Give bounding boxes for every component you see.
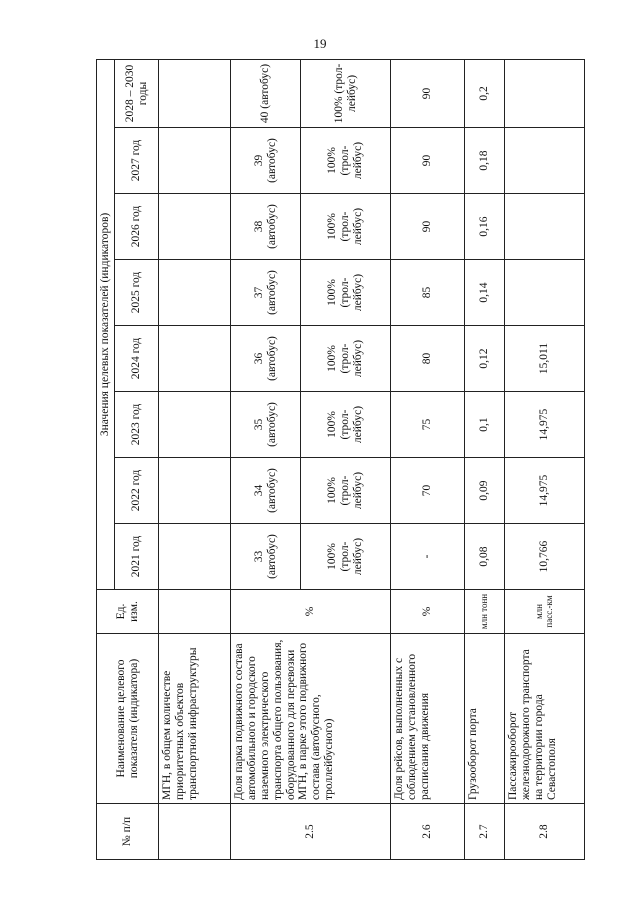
header-num: № п/п xyxy=(97,804,159,860)
row-value: 15,011 xyxy=(505,326,585,392)
header-year: 2028 – 2030 годы xyxy=(115,59,159,127)
row-value: 14,975 xyxy=(505,392,585,458)
row-value: 33 (автобус) xyxy=(231,524,301,590)
header-values-group: Значения целевых показателей (индикаторов) xyxy=(97,59,115,589)
row-name: Грузооборот порта xyxy=(465,634,505,804)
row-value: 70 xyxy=(391,458,465,524)
row-value xyxy=(159,524,231,590)
row-value: 36 (автобус) xyxy=(231,326,301,392)
row-value xyxy=(505,260,585,326)
row-name: Доля рейсов, выполненных с соблюдением установленного расписания движения xyxy=(391,634,465,804)
row-value xyxy=(505,128,585,194)
header-year: 2021 год xyxy=(115,524,159,590)
row-value: 0,2 xyxy=(465,59,505,127)
row-value: 75 xyxy=(391,392,465,458)
table-row xyxy=(391,59,465,859)
row-num xyxy=(159,804,231,860)
row-unit xyxy=(159,590,231,634)
row-value xyxy=(159,392,231,458)
header-year: 2022 год xyxy=(115,458,159,524)
row-unit: % xyxy=(391,590,465,634)
row-value: 90 xyxy=(391,128,465,194)
rotated-table-area xyxy=(96,60,614,860)
row-value: 0,1 xyxy=(465,392,505,458)
row-value-2: 100% (трол-лейбус) xyxy=(301,128,391,194)
row-name: Пассажирооборот железнодорожного транспорта на территории города Севастополя xyxy=(505,634,585,804)
row-value: 80 xyxy=(391,326,465,392)
row-value-2: 100% (трол-лейбус) xyxy=(301,59,391,127)
row-value: 10,766 xyxy=(505,524,585,590)
row-num: 2.8 xyxy=(505,804,585,860)
table-row xyxy=(505,59,585,859)
row-value xyxy=(159,128,231,194)
row-unit: % xyxy=(231,590,391,634)
row-value xyxy=(159,458,231,524)
row-value-2: 100% (трол-лейбус) xyxy=(301,194,391,260)
row-value-2: 100% (трол-лейбус) xyxy=(301,458,391,524)
header-year: 2027 год xyxy=(115,128,159,194)
table-row xyxy=(159,59,231,859)
row-value: 85 xyxy=(391,260,465,326)
row-value: 39 (автобус) xyxy=(231,128,301,194)
row-value: 35 (автобус) xyxy=(231,392,301,458)
row-value: 0,18 xyxy=(465,128,505,194)
header-unit: Ед. изм. xyxy=(97,590,159,634)
row-value-2: 100% (трол-лейбус) xyxy=(301,326,391,392)
row-value: 0,08 xyxy=(465,524,505,590)
row-value: 40 (автобус) xyxy=(231,59,301,127)
row-value: 90 xyxy=(391,59,465,127)
table-row xyxy=(465,59,505,859)
header-name: Наименование целевого показателя (индикатора) xyxy=(97,634,159,804)
row-value: 0,16 xyxy=(465,194,505,260)
row-name: Доля парка подвижного состава автомобильного и городского наземного электрического транспорта общего пользования, оборудованного для перевозки МГН, в парке этого подвижного состава (автобусного, троллейбусного) xyxy=(231,634,391,804)
row-num: 2.5 xyxy=(231,804,391,860)
page-number: 19 xyxy=(313,36,327,51)
row-value-2: 100% (трол-лейбус) xyxy=(301,260,391,326)
header-year: 2023 год xyxy=(115,392,159,458)
row-value: 14,975 xyxy=(505,458,585,524)
header-year: 2025 год xyxy=(115,260,159,326)
row-value-2: 100% (трол-лейбус) xyxy=(301,392,391,458)
row-value: 34 (автобус) xyxy=(231,458,301,524)
row-value: 0,14 xyxy=(465,260,505,326)
table-row xyxy=(231,59,301,859)
row-value xyxy=(159,326,231,392)
row-num: 2.6 xyxy=(391,804,465,860)
row-value xyxy=(505,59,585,127)
row-value: 38 (автобус) xyxy=(231,194,301,260)
row-value xyxy=(505,194,585,260)
row-value: 0,12 xyxy=(465,326,505,392)
header-year: 2026 год xyxy=(115,194,159,260)
row-value: 0,09 xyxy=(465,458,505,524)
row-num: 2.7 xyxy=(465,804,505,860)
header-year: 2024 год xyxy=(115,326,159,392)
row-value: 90 xyxy=(391,194,465,260)
row-value xyxy=(159,194,231,260)
indicators-table xyxy=(96,59,585,860)
row-unit: млн тонн xyxy=(465,590,505,634)
row-value xyxy=(159,260,231,326)
row-value-2: 100% (трол-лейбус) xyxy=(301,524,391,590)
row-name: МГН, в общем количестве приоритетных объектов транспортной инфраструктуры xyxy=(159,634,231,804)
row-value: 37 (автобус) xyxy=(231,260,301,326)
row-unit: млн пасс.-км xyxy=(505,590,585,634)
row-value xyxy=(159,59,231,127)
row-value: - xyxy=(391,524,465,590)
